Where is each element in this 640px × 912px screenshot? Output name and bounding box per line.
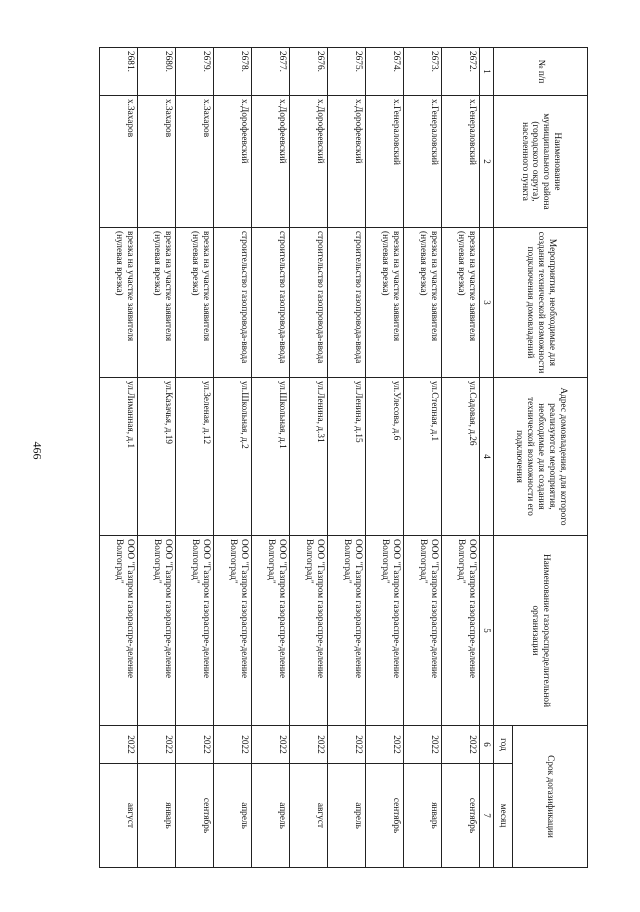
address-cell: ул.Ленина, д.31 — [290, 378, 328, 536]
address-cell: ул.Улесова, д.6 — [366, 378, 404, 536]
settlement-cell: х.Захаров — [100, 96, 138, 228]
measure-cell: врезка на участке заявителя (нулевая врезка) — [176, 228, 214, 378]
row-number: 2677. — [252, 48, 290, 96]
org-cell: ООО "Газпром газораспре-деление Волгоград" — [290, 536, 328, 726]
table-row — [442, 48, 480, 868]
row-number: 2673. — [404, 48, 442, 96]
header-measures: Мероприятия, необходимые для создания технической возможности подключения домовладений — [494, 228, 588, 378]
month-cell: апрель — [328, 764, 366, 868]
header-year: год — [494, 726, 513, 764]
settlement-cell: х.Дорофеевский — [328, 96, 366, 228]
address-cell: ул.Ленина, д.15 — [328, 378, 366, 536]
address-cell: ул.Степная, д.1 — [404, 378, 442, 536]
header-month: месяц — [494, 764, 513, 868]
month-cell: январь — [138, 764, 176, 868]
settlement-cell: х.Дорофеевский — [252, 96, 290, 228]
header-n: № п/п — [494, 48, 588, 96]
org-cell: ООО "Газпром газораспре-деление Волгоград" — [252, 536, 290, 726]
month-cell: август — [100, 764, 138, 868]
org-cell: ООО "Газпром газораспре-деление Волгоград" — [328, 536, 366, 726]
month-cell: апрель — [252, 764, 290, 868]
measure-cell: строительство газопровода-ввода — [328, 228, 366, 378]
year-cell: 2022 — [138, 726, 176, 764]
address-cell: ул.Зеленая, д.12 — [176, 378, 214, 536]
org-cell: ООО "Газпром газораспре-деление Волгоград" — [366, 536, 404, 726]
row-number: 2678. — [214, 48, 252, 96]
measure-cell: строительство газопровода-ввода — [214, 228, 252, 378]
measure-cell: врезка на участке заявителя (нулевая врезка) — [404, 228, 442, 378]
header-address: Адрес домовладения, для которого реализуются мероприятия, необходимые для создания технической возможности его подключения — [494, 378, 588, 536]
address-cell: ул.Школьная, д.1 — [252, 378, 290, 536]
row-number: 2679. — [176, 48, 214, 96]
address-cell: ул.Лиманная, д.1 — [100, 378, 138, 536]
settlement-cell: х.Захаров — [176, 96, 214, 228]
table-row — [252, 48, 290, 868]
row-number: 2681. — [100, 48, 138, 96]
address-cell: ул.Школьная, д.2 — [214, 378, 252, 536]
table-row — [404, 48, 442, 868]
measure-cell: врезка на участке заявителя (нулевая врезка) — [138, 228, 176, 378]
org-cell: ООО "Газпром газораспре-деление Волгоград" — [138, 536, 176, 726]
row-number: 2672. — [442, 48, 480, 96]
table-row — [138, 48, 176, 868]
table-body — [100, 48, 480, 868]
org-cell: ООО "Газпром газораспре-деление Волгоград" — [442, 536, 480, 726]
settlement-cell: х.Генераловский — [366, 96, 404, 228]
measure-cell: врезка на участке заявителя (нулевая врезка) — [100, 228, 138, 378]
column-number-row — [480, 48, 494, 868]
year-cell: 2022 — [290, 726, 328, 764]
col-number: 5 — [480, 536, 494, 726]
settlement-cell: х.Захаров — [138, 96, 176, 228]
address-cell: ул.Садовая, д.26 — [442, 378, 480, 536]
measure-cell: строительство газопровода-ввода — [290, 228, 328, 378]
row-number: 2676. — [290, 48, 328, 96]
month-cell: январь — [404, 764, 442, 868]
org-cell: ООО "Газпром газораспре-деление Волгоград" — [100, 536, 138, 726]
table-row — [290, 48, 328, 868]
table-row — [176, 48, 214, 868]
gasification-table — [99, 47, 588, 868]
year-cell: 2022 — [328, 726, 366, 764]
org-cell: ООО "Газпром газораспре-деление Волгоград" — [404, 536, 442, 726]
col-number: 4 — [480, 378, 494, 536]
settlement-cell: х.Дорофеевский — [214, 96, 252, 228]
year-cell: 2022 — [366, 726, 404, 764]
row-number: 2675. — [328, 48, 366, 96]
row-number: 2680. — [138, 48, 176, 96]
month-cell: сентябрь — [366, 764, 404, 868]
settlement-cell: х.Генераловский — [404, 96, 442, 228]
page-number: 466 — [30, 441, 45, 460]
settlement-cell: х.Дорофеевский — [290, 96, 328, 228]
address-cell: ул.Казачья, д.19 — [138, 378, 176, 536]
table-row — [328, 48, 366, 868]
table-row — [100, 48, 138, 868]
month-cell: апрель — [214, 764, 252, 868]
col-number: 3 — [480, 228, 494, 378]
org-cell: ООО "Газпром газораспре-деление Волгоград" — [214, 536, 252, 726]
header-row — [513, 48, 588, 868]
year-cell: 2022 — [176, 726, 214, 764]
row-number: 2674. — [366, 48, 404, 96]
month-cell: август — [290, 764, 328, 868]
month-cell: сентябрь — [442, 764, 480, 868]
table-row — [214, 48, 252, 868]
year-cell: 2022 — [214, 726, 252, 764]
col-number: 6 — [480, 726, 494, 764]
year-cell: 2022 — [404, 726, 442, 764]
year-cell: 2022 — [252, 726, 290, 764]
col-number: 1 — [480, 48, 494, 96]
measure-cell: врезка на участке заявителя (нулевая врезка) — [442, 228, 480, 378]
measure-cell: врезка на участке заявителя (нулевая врезка) — [366, 228, 404, 378]
header-org: Наименование газораспределительной организации — [494, 536, 588, 726]
settlement-cell: х.Генераловский — [442, 96, 480, 228]
year-cell: 2022 — [100, 726, 138, 764]
header-district: Наименование муниципального района (городского округа), населенного пункта — [494, 96, 588, 228]
org-cell: ООО "Газпром газораспре-деление Волгоград" — [176, 536, 214, 726]
year-cell: 2022 — [442, 726, 480, 764]
header-term: Срок догазификации — [513, 726, 588, 868]
col-number: 2 — [480, 96, 494, 228]
col-number: 7 — [480, 764, 494, 868]
measure-cell: строительство газопровода-ввода — [252, 228, 290, 378]
rotated-table-container — [100, 47, 588, 867]
table-row — [366, 48, 404, 868]
month-cell: сентябрь — [176, 764, 214, 868]
